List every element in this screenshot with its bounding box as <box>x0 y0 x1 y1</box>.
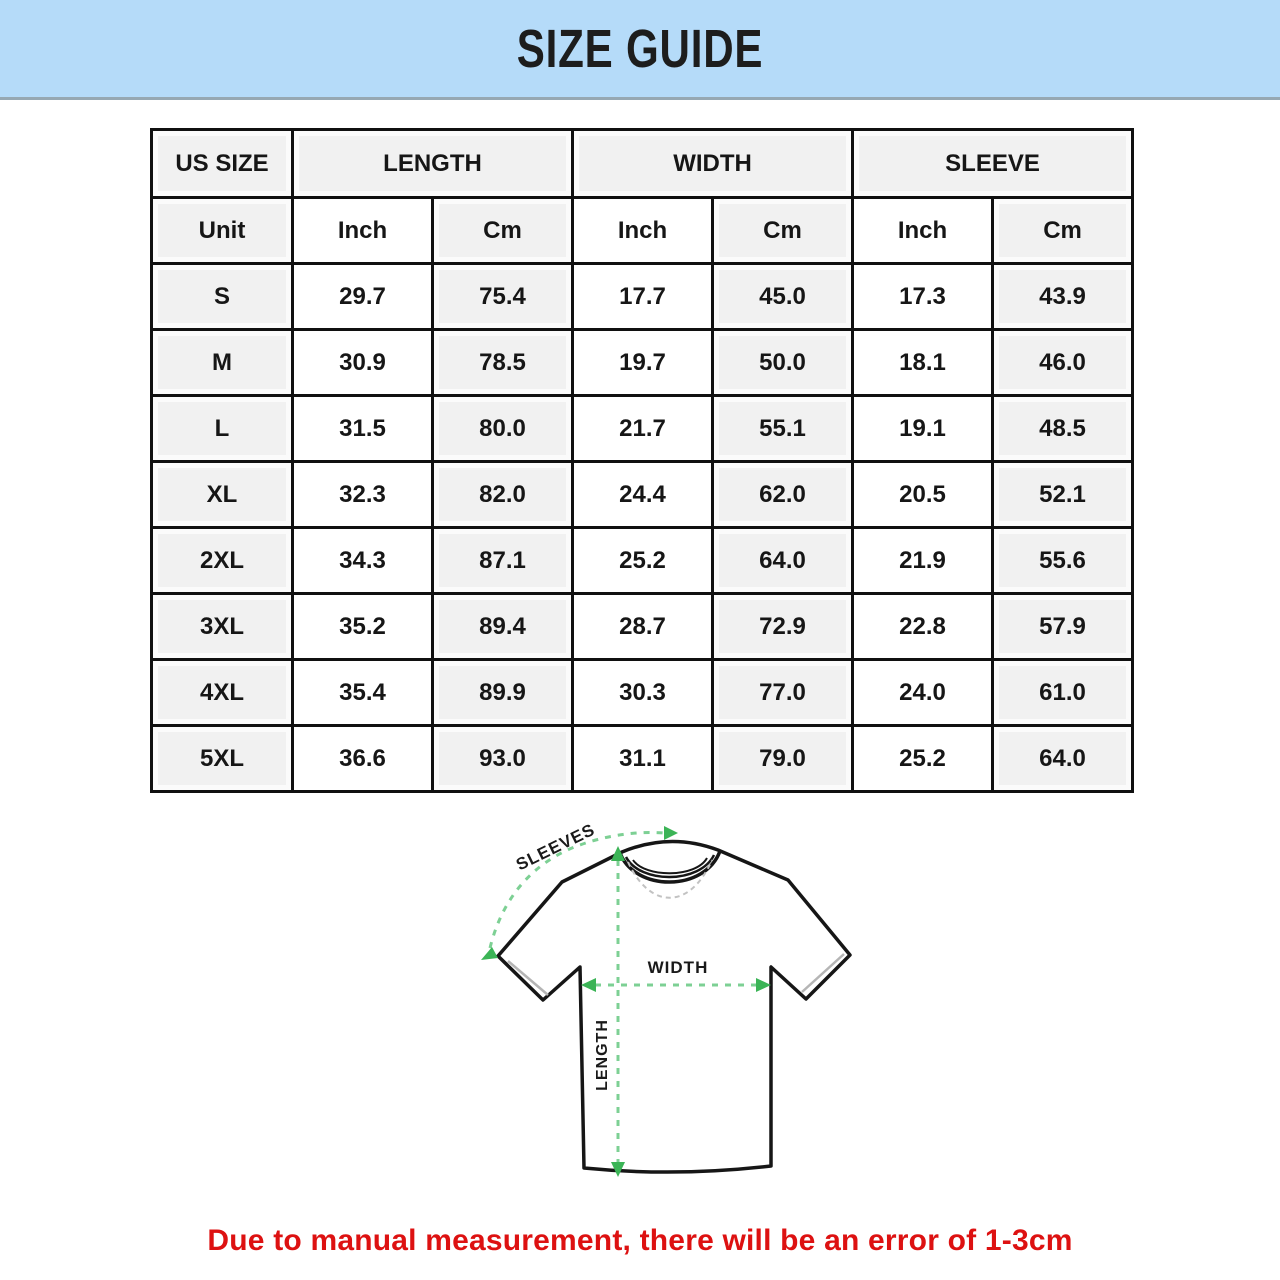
measurement-cell: 32.3 <box>293 462 433 528</box>
measurement-cell: 35.2 <box>293 594 433 660</box>
measurement-cell: 75.4 <box>433 264 573 330</box>
unit-cm-cell: Cm <box>433 198 573 264</box>
measurement-cell: 35.4 <box>293 660 433 726</box>
measurement-cell: 24.0 <box>853 660 993 726</box>
measurement-cell: 25.2 <box>573 528 713 594</box>
measurement-cell: 87.1 <box>433 528 573 594</box>
measurement-cell: 57.9 <box>993 594 1133 660</box>
size-label-cell: L <box>152 396 293 462</box>
size-guide-banner <box>0 0 1280 100</box>
measurement-cell: 93.0 <box>433 726 573 792</box>
measurement-cell: 24.4 <box>573 462 713 528</box>
measurement-cell: 80.0 <box>433 396 573 462</box>
measurement-cell: 30.3 <box>573 660 713 726</box>
measurement-cell: 29.7 <box>293 264 433 330</box>
measurement-cell: 17.7 <box>573 264 713 330</box>
unit-inch-cell: Inch <box>293 198 433 264</box>
measurement-cell: 28.7 <box>573 594 713 660</box>
measurement-cell: 25.2 <box>853 726 993 792</box>
measurement-cell: 64.0 <box>713 528 853 594</box>
measurement-cell: 61.0 <box>993 660 1133 726</box>
measurement-cell: 19.7 <box>573 330 713 396</box>
measurement-cell: 50.0 <box>713 330 853 396</box>
unit-cm-cell: Cm <box>713 198 853 264</box>
page-title: SIZE GUIDE <box>516 18 764 79</box>
length-label: LENGTH <box>594 1019 611 1091</box>
measurement-cell: 30.9 <box>293 330 433 396</box>
unit-header-cell: Unit <box>152 198 293 264</box>
col-header-sleeve: SLEEVE <box>853 130 1133 198</box>
measurement-cell: 46.0 <box>993 330 1133 396</box>
measurement-cell: 82.0 <box>433 462 573 528</box>
tshirt-outline <box>498 841 850 1172</box>
measurement-cell: 55.1 <box>713 396 853 462</box>
col-header-width: WIDTH <box>573 130 853 198</box>
measurement-cell: 31.5 <box>293 396 433 462</box>
size-label-cell: 2XL <box>152 528 293 594</box>
size-label-cell: S <box>152 264 293 330</box>
measurement-cell: 20.5 <box>853 462 993 528</box>
measurement-cell: 21.9 <box>853 528 993 594</box>
width-label: WIDTH <box>647 958 709 977</box>
measurement-cell: 72.9 <box>713 594 853 660</box>
size-chart-table <box>150 128 1134 793</box>
measurement-cell: 18.1 <box>853 330 993 396</box>
measurement-cell: 48.5 <box>993 396 1133 462</box>
measurement-cell: 79.0 <box>713 726 853 792</box>
measurement-cell: 55.6 <box>993 528 1133 594</box>
measurement-cell: 36.6 <box>293 726 433 792</box>
measurement-cell: 62.0 <box>713 462 853 528</box>
col-header-us-size: US SIZE <box>152 130 293 198</box>
measurement-cell: 45.0 <box>713 264 853 330</box>
note-text: Due to manual measurement, there will be an error of 1-3cm <box>207 1224 1073 1257</box>
measurement-cell: 31.1 <box>573 726 713 792</box>
measurement-cell: 22.8 <box>853 594 993 660</box>
measurement-cell: 19.1 <box>853 396 993 462</box>
tshirt-diagram <box>450 800 970 1230</box>
unit-inch-cell: Inch <box>573 198 713 264</box>
table-row <box>152 726 1133 792</box>
table-row <box>152 528 1133 594</box>
measurement-cell: 43.9 <box>993 264 1133 330</box>
unit-row <box>152 198 1133 264</box>
table-row <box>152 396 1133 462</box>
table-row <box>152 462 1133 528</box>
measurement-cell: 89.4 <box>433 594 573 660</box>
column-group-row <box>152 130 1133 198</box>
measurement-cell: 34.3 <box>293 528 433 594</box>
measurement-cell: 64.0 <box>993 726 1133 792</box>
table-row <box>152 594 1133 660</box>
size-label-cell: XL <box>152 462 293 528</box>
table-row <box>152 660 1133 726</box>
table-row <box>152 264 1133 330</box>
unit-cm-cell: Cm <box>993 198 1133 264</box>
size-label-cell: 3XL <box>152 594 293 660</box>
measurement-cell: 52.1 <box>993 462 1133 528</box>
unit-inch-cell: Inch <box>853 198 993 264</box>
col-header-length: LENGTH <box>293 130 573 198</box>
size-label-cell: 4XL <box>152 660 293 726</box>
table-row <box>152 330 1133 396</box>
size-label-cell: 5XL <box>152 726 293 792</box>
measurement-cell: 78.5 <box>433 330 573 396</box>
measurement-cell: 17.3 <box>853 264 993 330</box>
sleeves-label: SLEEVES <box>513 819 599 875</box>
size-label-cell: M <box>152 330 293 396</box>
measurement-cell: 21.7 <box>573 396 713 462</box>
measurement-cell: 89.9 <box>433 660 573 726</box>
measurement-cell: 77.0 <box>713 660 853 726</box>
